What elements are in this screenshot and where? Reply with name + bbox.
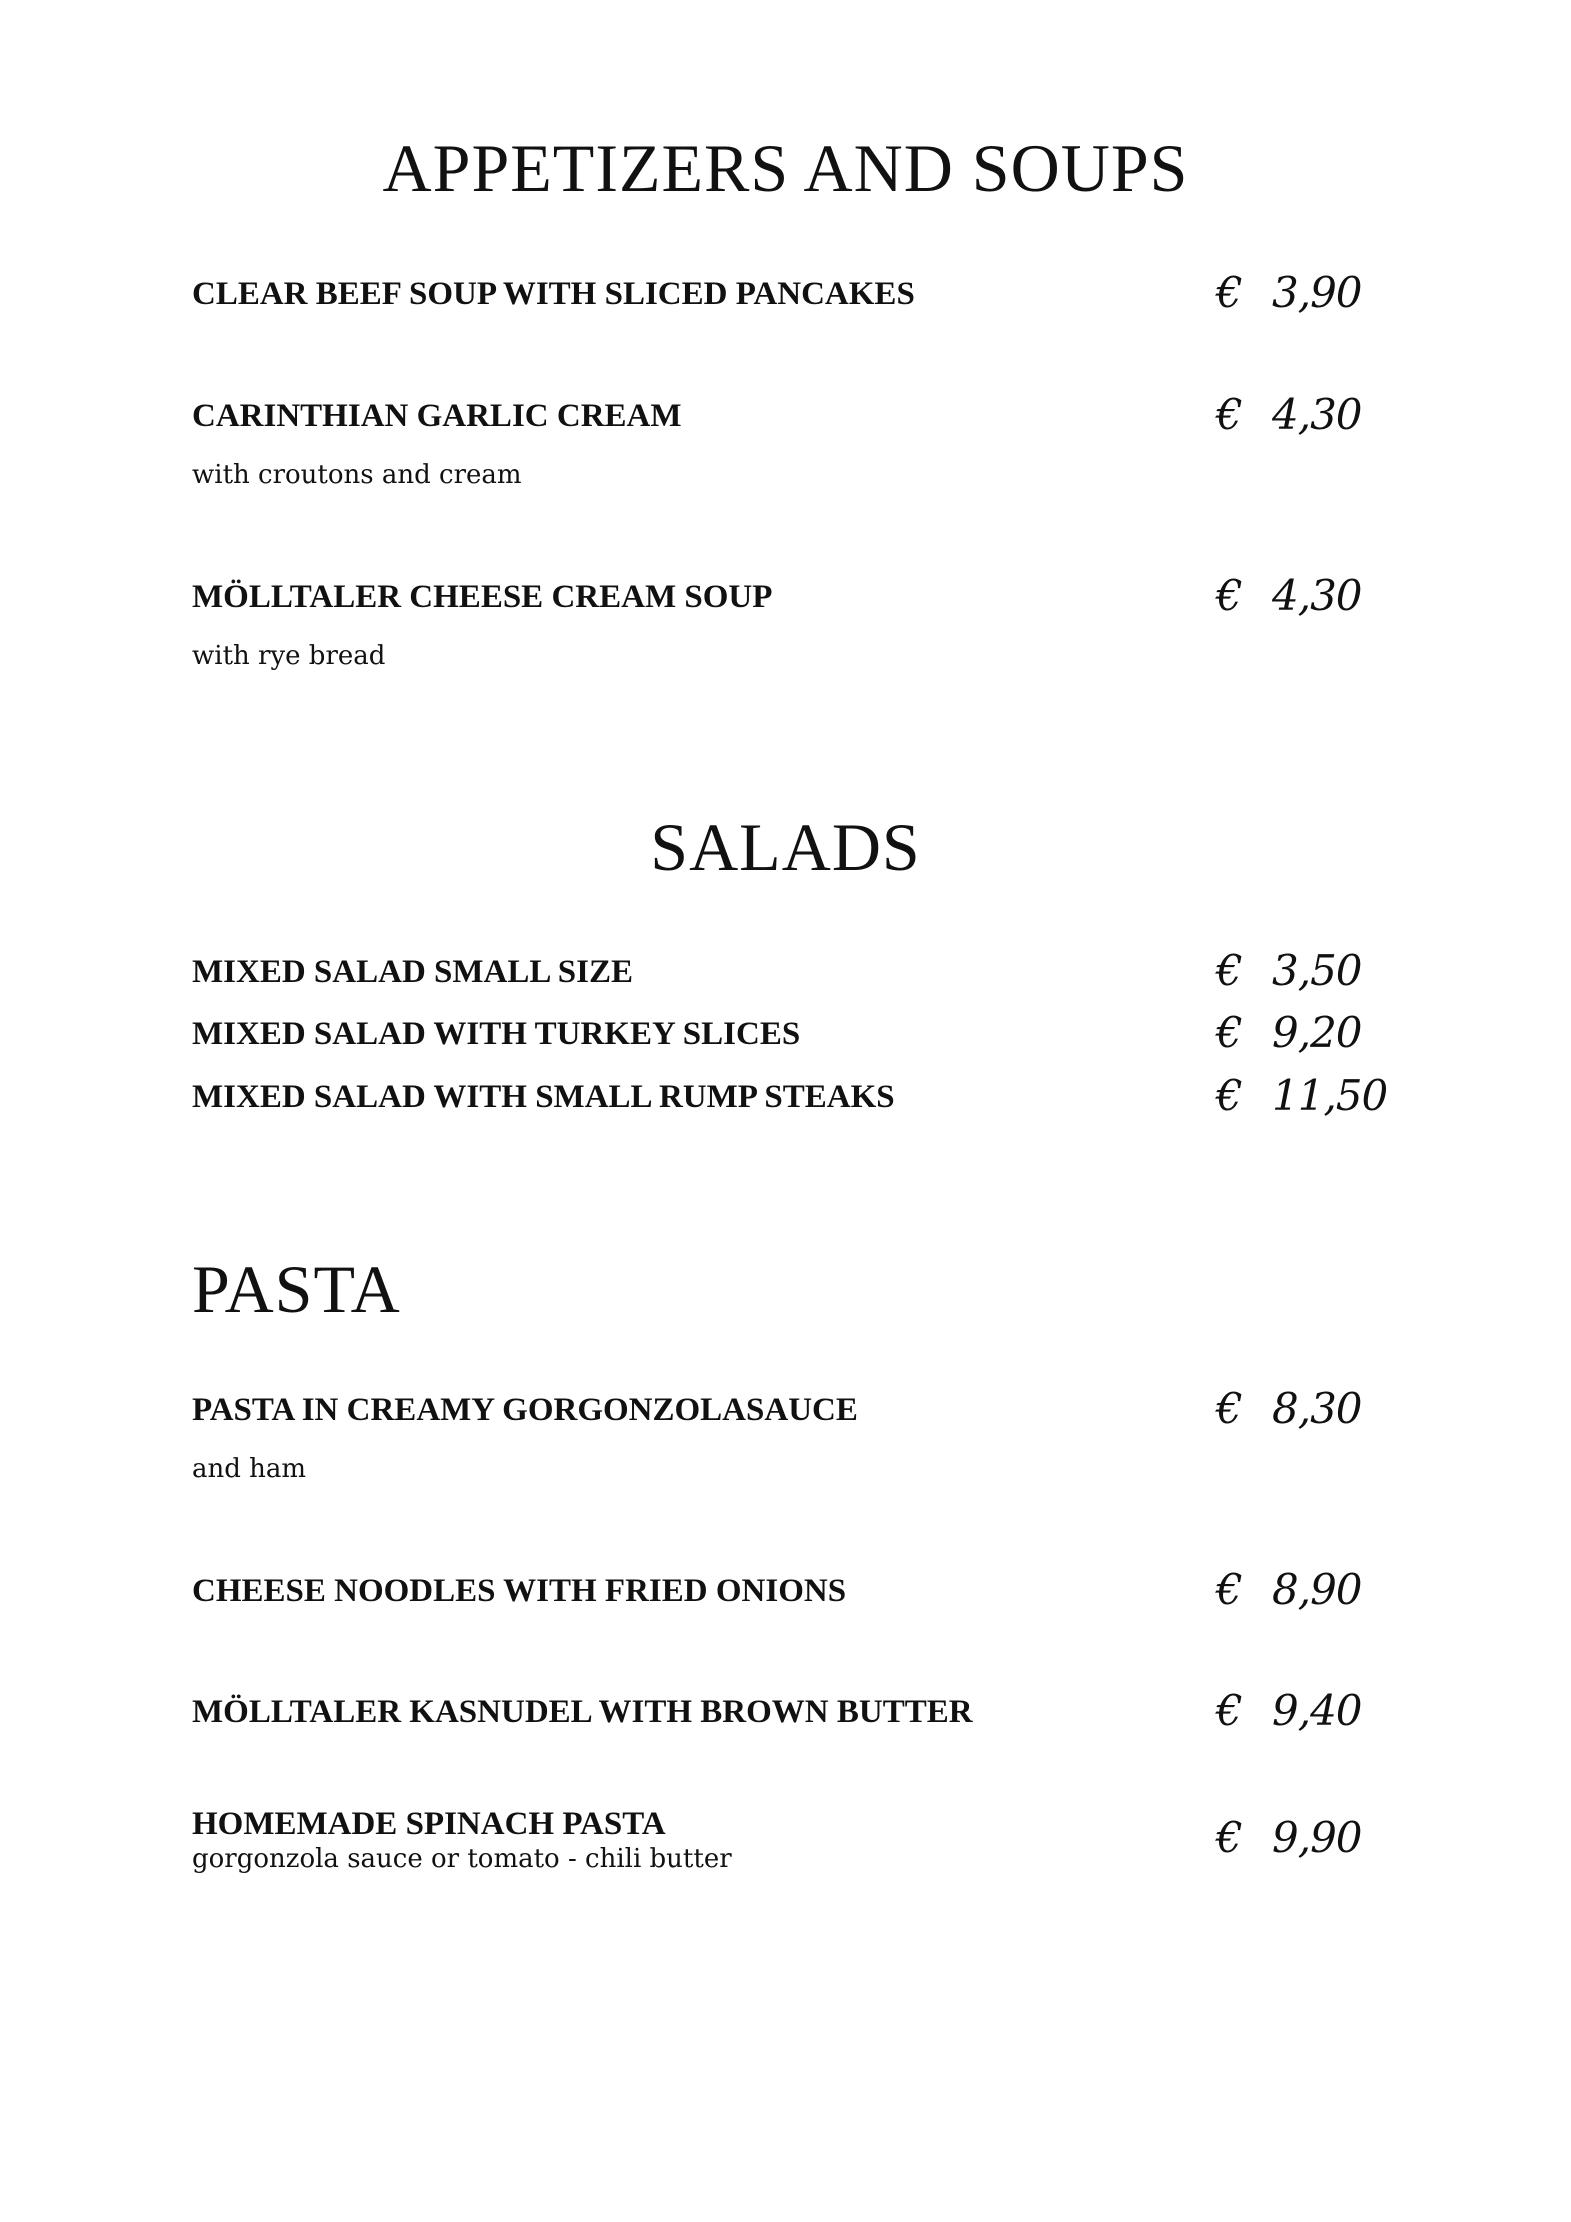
menu-item-name: CARINTHIAN GARLIC CREAM: [192, 398, 682, 434]
currency-symbol: €: [1216, 1565, 1242, 1614]
menu-item-price: [1216, 390, 1366, 439]
currency-symbol: €: [1216, 1813, 1242, 1862]
section-title-salads: SALADS: [650, 809, 921, 885]
currency-symbol: €: [1216, 1686, 1242, 1735]
menu-item-name: CLEAR BEEF SOUP WITH SLICED PANCAKES: [192, 276, 915, 312]
menu-item-price: [1216, 1008, 1366, 1057]
currency-symbol: €: [1216, 390, 1242, 439]
menu-item-price: [1216, 1384, 1366, 1433]
price-value: 9,40: [1272, 1686, 1362, 1735]
menu-item-price: [1216, 1565, 1366, 1614]
price-value: 8,90: [1272, 1565, 1362, 1614]
currency-symbol: €: [1216, 268, 1242, 317]
menu-item-name: PASTA IN CREAMY GORGONZOLASAUCE: [192, 1392, 858, 1428]
menu-item-name: MIXED SALAD WITH SMALL RUMP STEAKS: [192, 1079, 895, 1115]
price-value: 9,20: [1272, 1008, 1362, 1057]
menu-item-description: with croutons and cream: [192, 460, 522, 490]
currency-symbol: €: [1216, 1008, 1242, 1057]
menu-item-name: MÖLLTALER KASNUDEL WITH BROWN BUTTER: [192, 1694, 973, 1730]
price-value: 4,30: [1272, 390, 1362, 439]
menu-item-price: [1216, 268, 1366, 317]
menu-item-name: MÖLLTALER CHEESE CREAM SOUP: [192, 579, 773, 615]
price-value: 11,50: [1272, 1071, 1388, 1120]
menu-item-name: CHEESE NOODLES WITH FRIED ONIONS: [192, 1573, 847, 1609]
currency-symbol: €: [1216, 946, 1242, 995]
menu-item-name: MIXED SALAD SMALL SIZE: [192, 954, 634, 990]
currency-symbol: €: [1216, 571, 1242, 620]
section-title-appetizers-and-soups: APPETIZERS AND SOUPS: [382, 130, 1189, 206]
menu-item-price: [1216, 946, 1366, 995]
section-title-pasta: PASTA: [192, 1251, 401, 1327]
price-value: 4,30: [1272, 571, 1362, 620]
menu-item-price: [1216, 1813, 1366, 1862]
menu-item-description: and ham: [192, 1454, 307, 1484]
price-value: 8,30: [1272, 1384, 1362, 1433]
menu-item-description: with rye bread: [192, 641, 386, 671]
price-value: 9,90: [1272, 1813, 1362, 1862]
menu-item-description: gorgonzola sauce or tomato - chili butter: [192, 1844, 732, 1874]
price-value: 3,90: [1272, 268, 1362, 317]
menu-item-name: MIXED SALAD WITH TURKEY SLICES: [192, 1016, 801, 1052]
currency-symbol: €: [1216, 1384, 1242, 1433]
menu-item-name: HOMEMADE SPINACH PASTA: [192, 1806, 666, 1842]
currency-symbol: €: [1216, 1071, 1242, 1120]
menu-item-price: [1216, 1686, 1366, 1735]
menu-item-price: [1216, 571, 1366, 620]
menu-item-price: [1216, 1071, 1388, 1120]
price-value: 3,50: [1272, 946, 1362, 995]
